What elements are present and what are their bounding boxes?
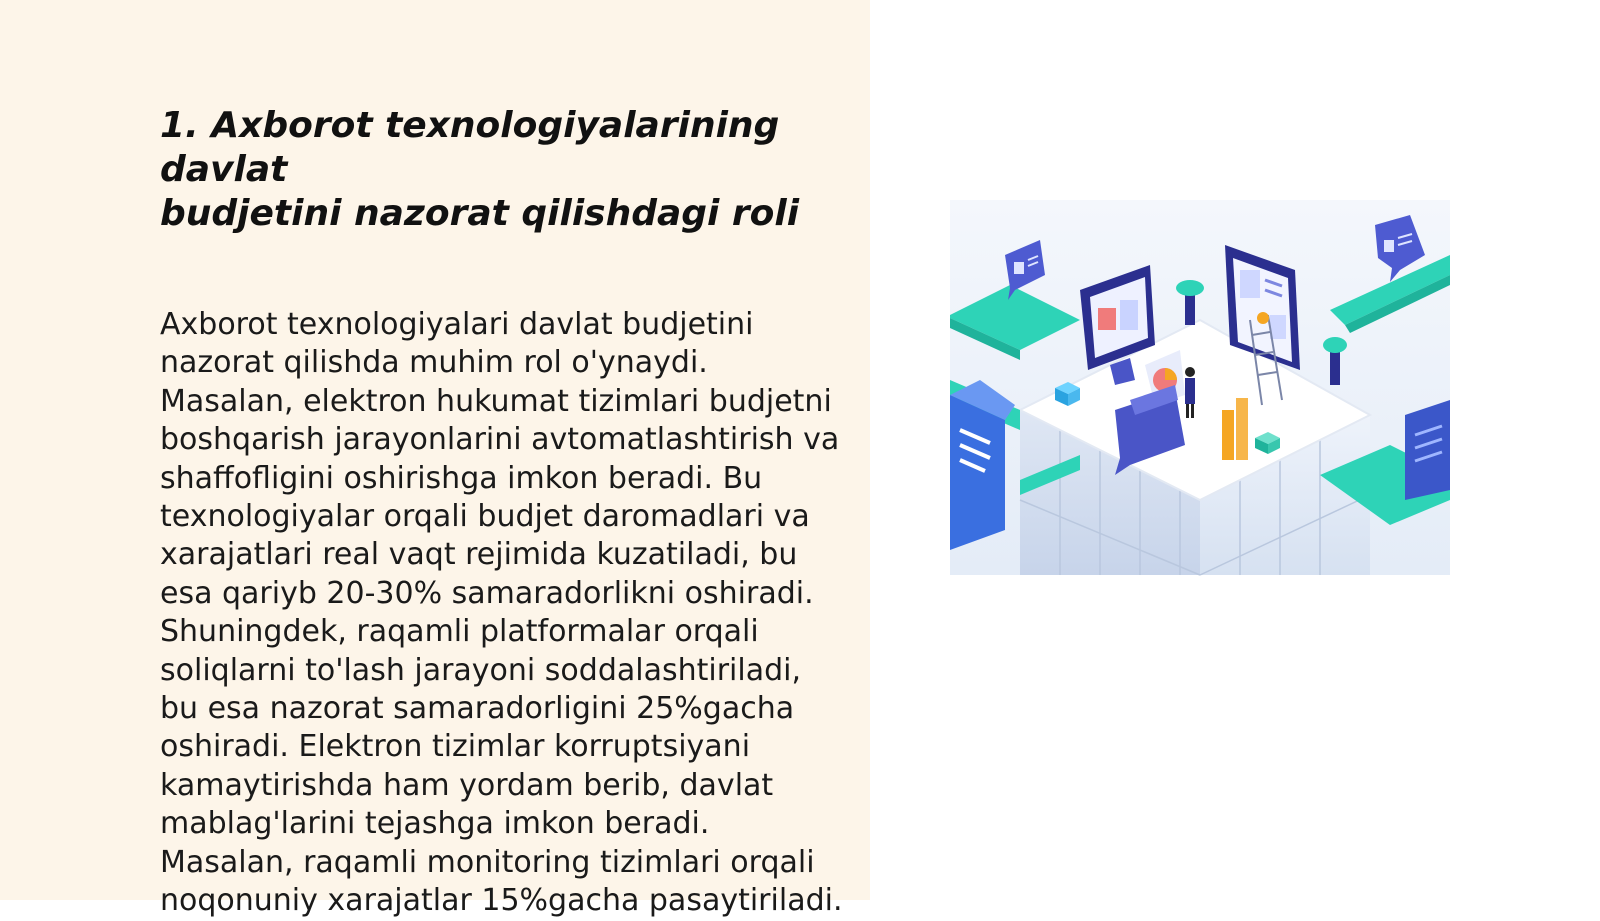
isometric-office-illustration: [950, 200, 1450, 575]
slide-title: 1. Axborot texnologiyalarining davlat budjetini nazorat qilishdagi roli: [160, 105, 800, 234]
slide-body-text: Axborot texnologiyalari davlat budjetini nazorat qilishda muhim rol o'ynaydi. Masalan, elektron hukumat tizimlari budjetni boshqarish jarayonlarini avtomatlashtirish va shaffofligini oshirishga imkon beradi. Bu texnologiyalar orqali budjet daromadlari va xarajatlari real vaqt rejimida kuzatiladi, bu esa qariyb 20-30% samaradorlikni oshiradi. Shuningdek, raqamli platformalar orqali soliqlarni to'lash jarayoni soddalashtiriladi, bu esa nazorat samaradorligini 25%gacha oshiradi. Elektron tizimlar korruptsiyani kamaytirishda ham yordam berib, davlat mablag'larini tejashga imkon beradi. Masalan, raqamli monitoring tizimlari orqali noqonuniy xarajatlar 15%gacha pasaytiriladi.: [160, 307, 843, 919]
